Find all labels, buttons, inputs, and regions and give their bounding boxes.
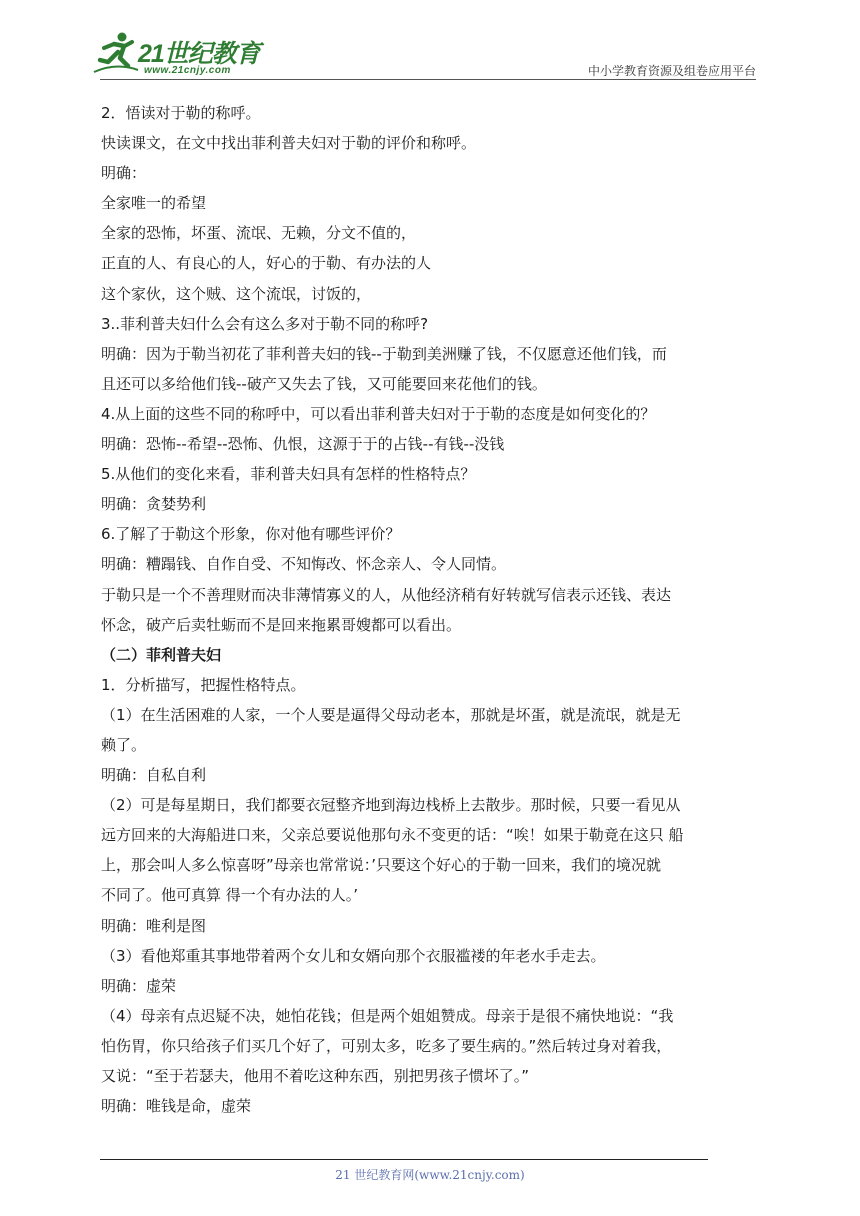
text-line: 全家唯一的希望	[101, 194, 207, 213]
page-header	[0, 0, 860, 82]
text-line: 4.从上面的这些不同的称呼中，可以看出菲利普夫妇对于于勒的态度是如何变化的？	[101, 404, 656, 423]
text-line: （4）母亲有点迟疑不决，她怕花钱；但是两个姐姐赞成。母亲于是很不痛快地说：“我	[101, 1006, 674, 1025]
text-line: 全家的恐怖，坏蛋、流氓、无赖，分文不值的，	[101, 224, 417, 243]
text-line: 6.了解了于勒这个形象，你对他有哪些评价？	[101, 525, 401, 544]
text-line: 1．分析描写，把握性格特点。	[101, 675, 306, 694]
text-line: 怕伤胃，你只给孩子们买几个好了，可别太多，吃多了要生病的。”然后转过身对着我，	[101, 1036, 672, 1055]
document-body	[101, 98, 761, 1121]
text-line: 不同了。他可真算 得一个有办法的人。’	[101, 886, 359, 905]
text-line: 5.从他们的变化来看，菲利普夫妇具有怎样的性格特点？	[101, 465, 476, 484]
text-line: 明确：唯利是图	[101, 916, 207, 935]
platform-label: 中小学教育资源及组卷应用平台	[587, 64, 756, 78]
text-line: 赖了。	[101, 735, 147, 754]
logo-url: www.21cnjy.com	[144, 65, 231, 76]
text-line: （3）看他郑重其事地带着两个女儿和女婿向那个衣服褴褛的年老水手走去。	[101, 946, 606, 965]
text-line: 怀念，破产后卖牡蛎而不是回来拖累哥嫂都可以看出。	[101, 615, 462, 634]
page-footer: 21 世纪教育网(www.21cnjy.com)	[335, 1168, 525, 1182]
text-line: 明确：自私自利	[101, 766, 207, 785]
footer-divider	[100, 1159, 708, 1160]
text-line: （2）可是每星期日，我们都要衣冠整齐地到海边栈桥上去散步。那时候，只要一看见从	[101, 796, 681, 815]
text-line: 3..菲利普夫妇什么会有这么多对于勒不同的称呼?	[101, 314, 429, 333]
text-line: 明确：因为于勒当初花了菲利普夫妇的钱--于勒到美洲赚了钱，不仅愿意还他们钱，而	[101, 344, 667, 363]
text-line: 又说：“至于若瑟夫，他用不着吃这种东西，别把男孩子惯坏了。”	[101, 1067, 530, 1085]
text-line: 快读课文，在文中找出菲利普夫妇对于勒的评价和称呼。	[101, 134, 477, 153]
text-line: 明确：糟蹋钱、自作自受、不知悔改、怀念亲人、令人同情。	[101, 555, 507, 574]
text-line: 明确：贪婪势利	[101, 495, 207, 514]
text-line: （1）在生活困难的人家，一个人要是逼得父母动老本，那就是坏蛋，就是流氓，就是无	[101, 705, 681, 724]
text-line: 明确：唯钱是命，虚荣	[101, 1097, 252, 1116]
text-line: 远方回来的大海船进口来，父亲总要说他那句永不变更的话：“唉！如果于勒竟在这只 船	[101, 826, 684, 845]
text-line: 明确：虚荣	[101, 976, 177, 995]
section-heading: （二）菲利普夫妇	[101, 645, 222, 664]
header-divider	[100, 79, 756, 80]
text-line: 正直的人、有良心的人，好心的于勒、有办法的人	[101, 254, 432, 273]
text-line: 这个家伙，这个贼、这个流氓，讨饭的，	[101, 284, 372, 303]
runner-icon	[92, 30, 140, 76]
logo-text: 21世纪教育	[138, 40, 260, 68]
brand-logo	[92, 30, 267, 78]
text-line: 且还可以多给他们钱--破产又失去了钱，又可能要回来花他们的钱。	[101, 374, 547, 393]
text-line: 明确：恐怖--希望--恐怖、仇恨，这源于于的占钱--有钱--没钱	[101, 435, 505, 454]
text-line: 于勒只是一个不善理财而决非薄情寡义的人，从他经济稍有好转就写信表示还钱、表达	[101, 585, 672, 604]
text-line: 2．悟读对于勒的称呼。	[101, 104, 261, 122]
text-line: 明确：	[101, 164, 147, 183]
text-line: 上，那会叫人多么惊喜呀”母亲也常常说：’只要这个好心的于勒一回来，我们的境况就	[101, 856, 662, 875]
